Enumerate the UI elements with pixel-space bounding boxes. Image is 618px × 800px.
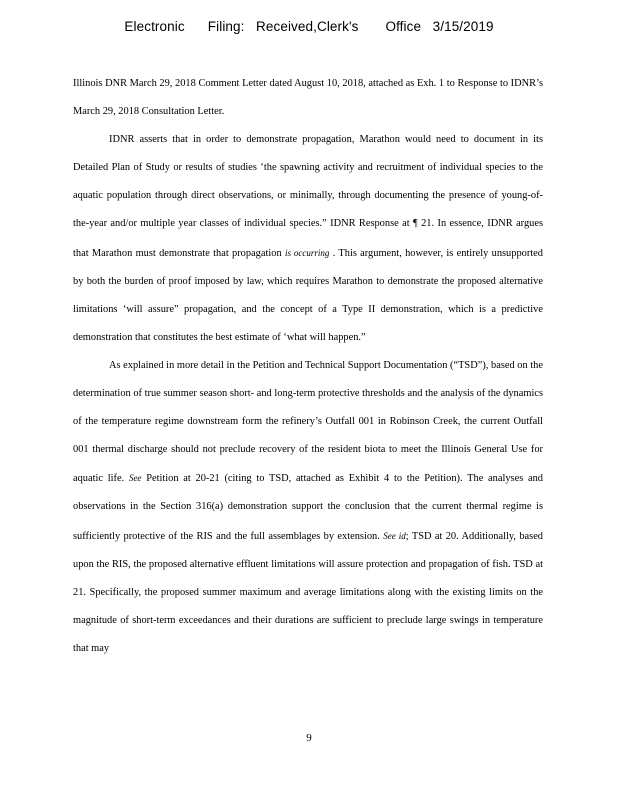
paragraph-text: ; TSD at 20. Additionally, based upon the RIS, the proposed alternative effluent limitations will assure protection and propagation of fish. TSD at 21. Specifically, the proposed summer maximum and average limitations along with the existing limits on the magnitude of short-term exceedances and their durations are sufficient to preclude large swings in temperature that may <box>73 530 543 654</box>
citation-signal: See <box>128 473 142 484</box>
page-number: 9 <box>306 732 312 744</box>
filing-stamp-header: Electronic Filing: Received,Clerk's Office 3/15/2019 <box>124 19 494 34</box>
paragraph-idnr-assertion <box>73 126 543 352</box>
paragraph-explanation <box>73 352 543 663</box>
paragraph-text: Petition at 20-21 (citing to TSD, attached as Exhibit 4 to the Petition). The analyses and observations in the Section 316(a) demonstration support the conclusion that the current thermal regime is sufficiently protective of the RIS and the full assemblages by extension. <box>73 473 543 542</box>
italic-emphasis: is occurring <box>284 247 330 258</box>
paragraph-text: IDNR asserts that in order to demonstrate propagation, Marathon would need to document in its Detailed Plan of Study or results of studies ‘the spawning activity and recruitment of individual species to the aquatic population through direct observations, or minimally, through documenting the presence of young-of-the-year and/or multiple year classes of individual species.” IDNR Response at ¶ 21. In essence, IDNR argues that Marathon must demonstrate that propagation <box>73 134 543 259</box>
paragraph-text: . This argument, however, is entirely unsupported by both the burden of proof imposed by law, which requires Marathon to demonstrate the proposed alternative limitations ‘will assure” propagation, and the concept of a Type II demonstration, which is a predictive demonstration that constitutes the best estimate of ‘what will happen.” <box>73 247 543 343</box>
paragraph-text: As explained in more detail in the Petition and Technical Support Documentation (“TSD”), based on the determination of true summer season short- and long-term protective thresholds and the analysis of the dynamics of the temperature regime downstream form the refinery’s Outfall 001 in Robinson Creek, the current Outfall 001 thermal discharge should not preclude recovery of the resident biota to meet the Illinois General Use for aquatic life. <box>73 359 543 485</box>
document-body <box>73 70 543 663</box>
paragraph-continuation: Illinois DNR March 29, 2018 Comment Letter dated August 10, 2018, attached as Exh. 1 to Response to IDNR’s March 29, 2018 Consultation Letter. <box>73 78 543 118</box>
citation-signal: See id <box>383 530 406 541</box>
